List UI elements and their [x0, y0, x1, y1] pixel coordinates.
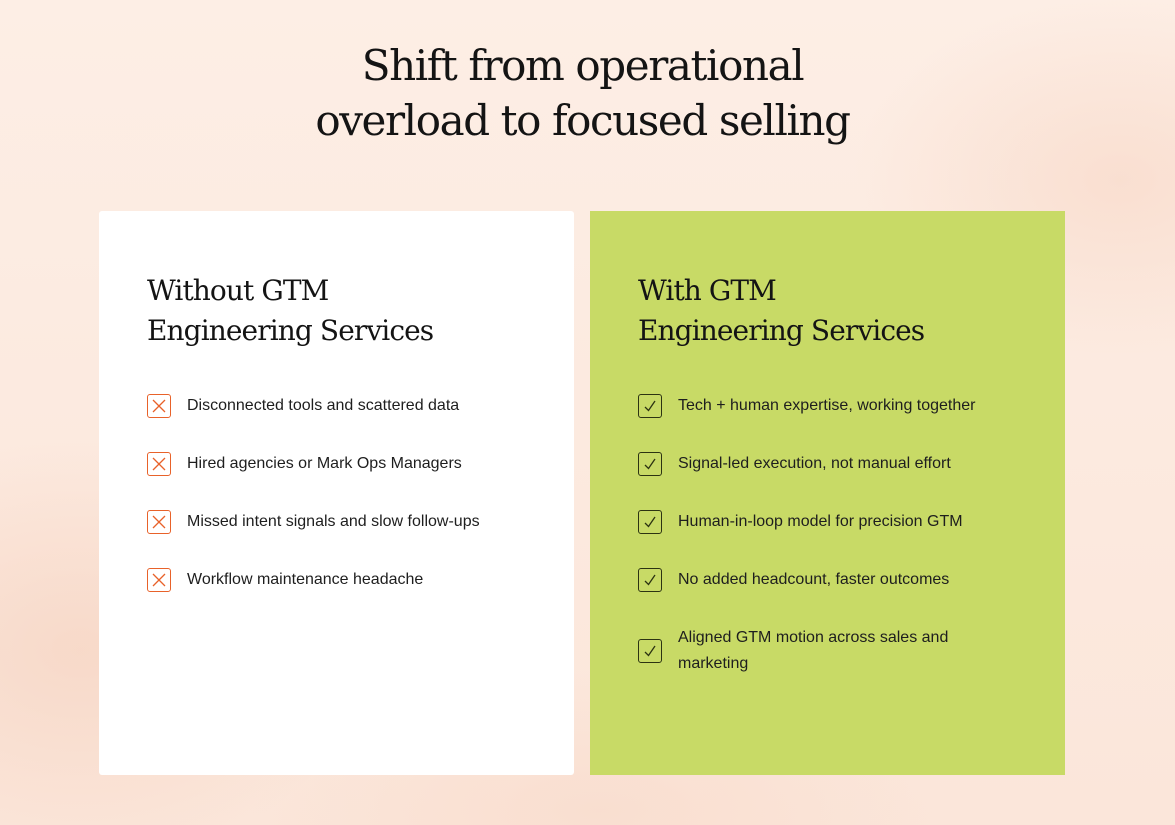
x-mark-icon — [147, 394, 171, 418]
without-title-line-1: Without GTM — [147, 274, 329, 307]
list-item-text: Tech + human expertise, working together — [678, 397, 976, 414]
list-item-text: No added headcount, faster outcomes — [678, 571, 950, 588]
headline-line-1: Shift from operational — [361, 41, 804, 90]
without-items-list — [147, 393, 534, 593]
list-item — [147, 567, 534, 593]
without-card-title — [147, 271, 534, 351]
with-title-line-2: Engineering Services — [638, 314, 925, 347]
list-item — [147, 393, 534, 419]
page-headline — [0, 38, 1165, 148]
without-gtm-card — [99, 211, 574, 775]
list-item — [638, 567, 1025, 593]
list-item — [638, 625, 1025, 677]
list-item-text: Disconnected tools and scattered data — [187, 397, 460, 414]
x-mark-icon — [147, 452, 171, 476]
list-item — [638, 509, 1025, 535]
list-item-text: Aligned GTM motion across sales and marketing — [678, 629, 949, 672]
without-title-line-2: Engineering Services — [147, 314, 434, 347]
headline-line-2: overload to focused selling — [315, 96, 850, 145]
list-item-text: Human-in-loop model for precision GTM — [678, 513, 963, 530]
with-card-title — [638, 271, 1025, 351]
list-item — [638, 451, 1025, 477]
list-item — [147, 509, 534, 535]
checkmark-icon — [638, 639, 662, 663]
list-item-text: Hired agencies or Mark Ops Managers — [187, 455, 462, 472]
checkmark-icon — [638, 394, 662, 418]
checkmark-icon — [638, 568, 662, 592]
list-item-text: Workflow maintenance headache — [187, 571, 424, 588]
list-item — [147, 451, 534, 477]
with-gtm-card — [590, 211, 1065, 775]
list-item-text: Signal-led execution, not manual effort — [678, 455, 951, 472]
x-mark-icon — [147, 568, 171, 592]
x-mark-icon — [147, 510, 171, 534]
checkmark-icon — [638, 510, 662, 534]
list-item-text: Missed intent signals and slow follow-ups — [187, 513, 480, 530]
list-item — [638, 393, 1025, 419]
with-items-list — [638, 393, 1025, 677]
checkmark-icon — [638, 452, 662, 476]
with-title-line-1: With GTM — [638, 274, 776, 307]
